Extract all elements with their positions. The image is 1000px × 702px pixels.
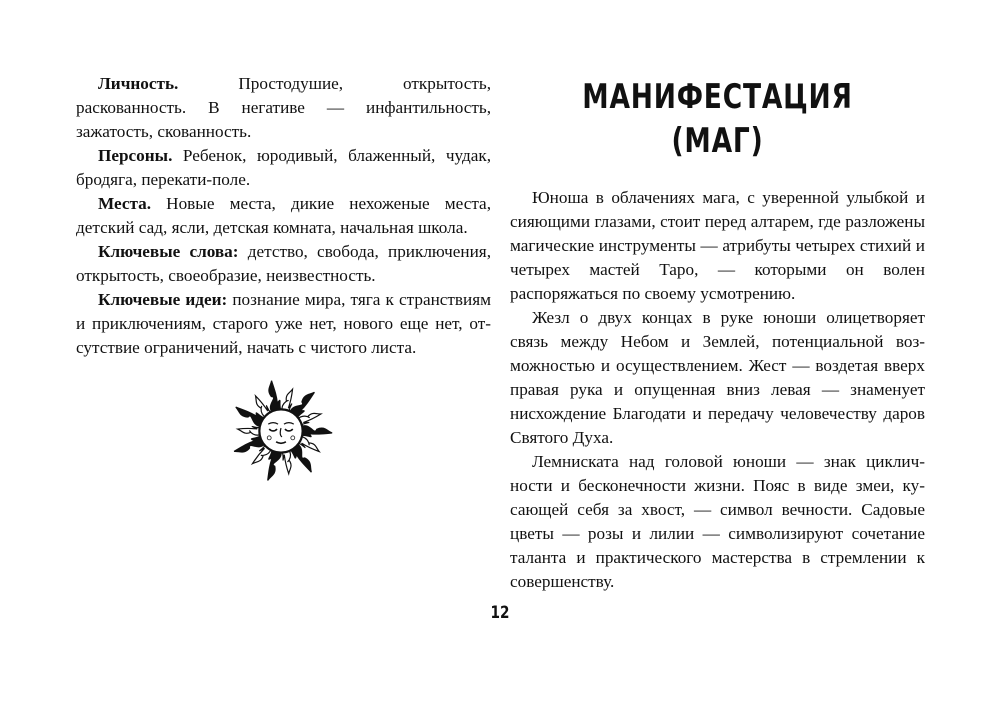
right-page-text [510,186,925,594]
sun-face-icon [222,372,340,490]
left-page-text [76,72,491,360]
paragraph-places [76,192,491,240]
term-text: Простодушие, открытость, раскованность. В негативе — инфантильность, зажатость, скованность. [76,74,491,141]
paragraph-body-2: Жезл о двух концах в руке юноши олицетворяет связь между Небом и Землей, потенциальной возможностью и осуществлением. Жест — воздетая вверх правая рука и опущенная вниз левая — знаменует нисхождение Благодати и передачу человечеству даров Святого Духа. [510,308,925,447]
sun-ray [301,426,332,437]
term-text: Новые места, дикие нехоженые места, детский сад, ясли, детская комната, начальная школа. [76,194,491,237]
term-label: Личность. [98,74,179,93]
paragraph-keywords [76,240,491,288]
title-line-2: (МАГ) [671,121,764,161]
paragraph-body-1: Юноша в облачениях мага, с уверенной улыбкой и сияющими глазами, стоит перед алтарем, где разложены магические инструменты — атрибуты четырех стихий и четырех мастей Таро, — которыми он волен распоряжаться по своему усмотрению. [510,188,925,303]
page-number: 12 [490,603,510,623]
paragraph-key-ideas [76,288,491,360]
term-label: Ключевые идеи: [98,290,228,309]
paragraph-personality [76,72,491,144]
chapter-title [556,75,880,163]
term-label: Места. [98,194,152,213]
term-label: Персоны. [98,146,173,165]
term-label: Ключевые слова: [98,242,239,261]
sun-face-circle [259,409,302,452]
sun-ray [238,427,262,436]
paragraph-body-3: Лемниската над головой юноши — знак цикличности и бесконечности жизни. Пояс в виде змеи, кусающей себя за хвост, — символ вечности. Садовые цветы — розы и лилии — символизируют сочетание таланта и практического мастерства в стремлении к совершенству. [510,452,925,591]
title-line-1: МАНИФЕСТАЦИЯ [582,77,853,117]
term-text: Ребенок, юродивый, блаженный, чудак, бродяга, перекати-поле. [76,146,491,189]
term-text: детство, свобода, приключения, открытость, своеобразие, неизвестность. [76,242,491,285]
paragraph-personas [76,144,491,192]
term-text: познание мира, тяга к странствиям и приключениям, старого уже нет, нового еще нет, отсутствие ограничений, начать с чистого листа. [76,290,491,357]
